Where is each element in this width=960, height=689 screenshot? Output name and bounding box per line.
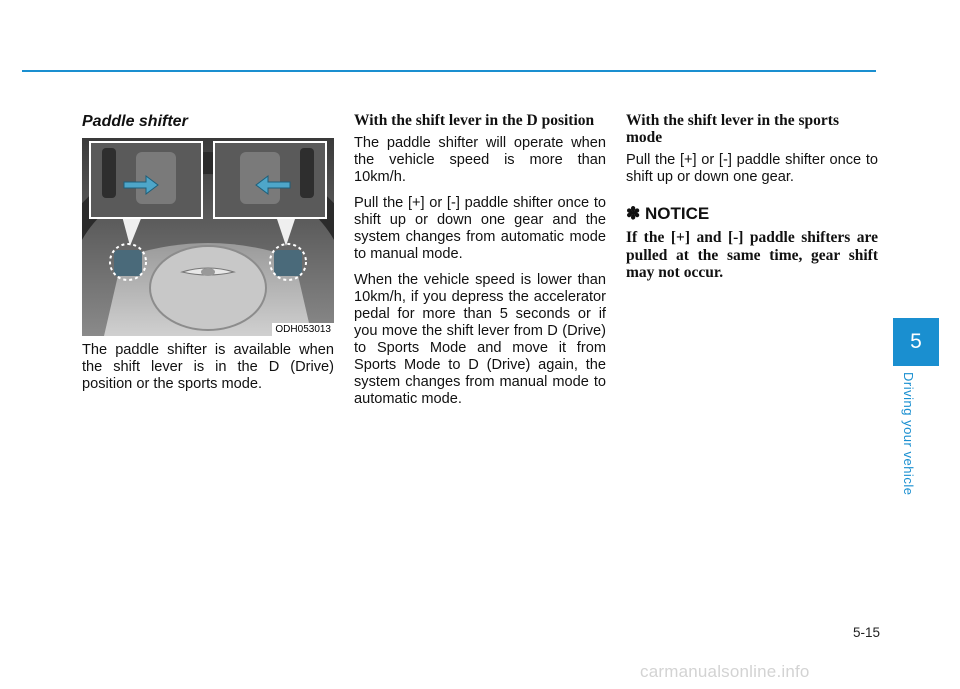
- steering-wheel-illustration: [82, 138, 334, 336]
- notice-title: ✽ NOTICE: [626, 204, 710, 223]
- paddle-shifter-description: The paddle shifter is available when the shift lever is in the D (Drive) position or the sports mode.: [82, 342, 334, 392]
- chapter-label: Driving your vehicle: [901, 372, 916, 496]
- paragraph-2: Pull the [+] or [-] paddle shifter once to shift up or down one gear and the system changes from automatic mode to manual mode.: [354, 195, 606, 262]
- column-1-text: [82, 342, 334, 402]
- header-rule: [22, 70, 876, 72]
- paragraph-3: When the vehicle speed is lower than 10km/h, if you depress the accelerator pedal for more than 5 seconds or if you move the shift lever from D (Drive) to Sports Mode and move it from Sports Mode to D (Drive) again, the system changes from manual mode to automatic mode.: [354, 272, 606, 407]
- page-number: 5-15: [852, 625, 880, 640]
- notice-text: If the [+] and [-] paddle shifters are pulled at the same time, gear shift may not occur.: [626, 229, 878, 281]
- subtitle-sports-mode: With the shift lever in the sports mode: [626, 112, 839, 146]
- column-1: [82, 108, 334, 131]
- column-3: [626, 108, 878, 282]
- figure-code: ODH053013: [272, 323, 334, 336]
- section-title-paddle-shifter: Paddle shifter: [82, 113, 188, 130]
- paragraph-1: The paddle shifter will operate when the vehicle speed is more than 10km/h.: [354, 135, 606, 185]
- chapter-tab: 5: [893, 318, 939, 366]
- column-2: [354, 108, 606, 417]
- paddle-shifter-figure: [82, 138, 334, 336]
- watermark: carmanualsonline.info: [640, 662, 810, 681]
- sports-mode-text: Pull the [+] or [-] paddle shifter once to shift up or down one gear.: [626, 152, 878, 185]
- subtitle-d-position: With the shift lever in the D position: [354, 112, 595, 129]
